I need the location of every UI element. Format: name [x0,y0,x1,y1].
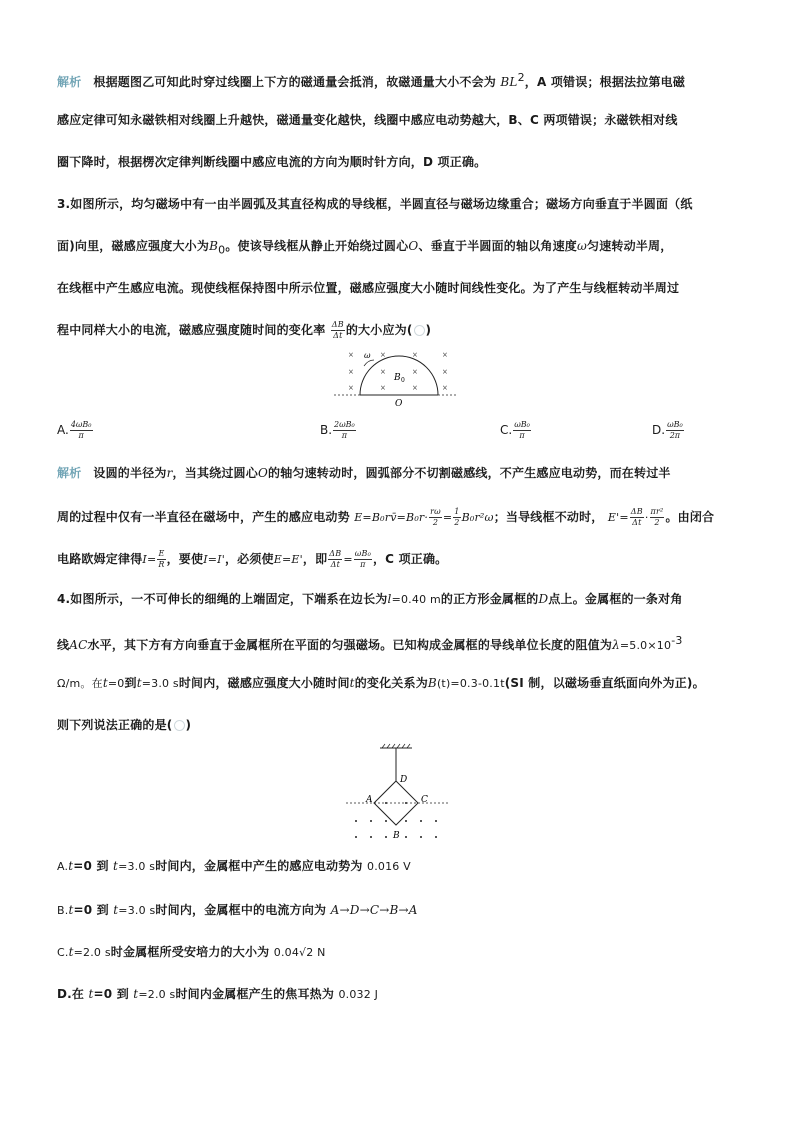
answer-blank-circle [414,325,425,336]
svg-text:×: × [380,351,386,359]
q3-semicircle-figure [330,346,460,408]
q3-option-c[interactable]: C. $\frac{\text{ωB₀}}{\pi}$ [500,420,530,440]
q4-stem-line-2: 线AC水平，其下方有方向垂直于金属框所在平面的匀强磁场。已知构成金属框的导线单位长度的阻值为$\lambda=5.0\times 10^{-3}$ [57,634,683,652]
prev-analysis-line-3: 圈下降时，根据楞次定律判断线圈中感应电流的方向为顺时针方向，D 项正确。 [57,155,487,169]
svg-text:×: × [442,351,448,359]
svg-text:×: × [380,384,386,392]
label-d: D [400,775,408,785]
magnetic-field-crosses [348,351,448,392]
label-b: B [393,831,400,841]
q3-option-d[interactable]: D. $\frac{\text{ωB₀}}{2\pi}$ [652,420,683,440]
q4-stem-line-3: Ω/m。在t=0到t=3.0 s时间内，磁感应强度大小随时间t的变化关系为B(t)=0.3-0.1t(SI 制，以磁场垂直纸面向外为正)。 [57,676,705,690]
prev-analysis-line-1: 解析 根据题图乙可知此时穿过线圈上下方的磁通量会抵消，故磁通量大小不会为 $BL^2$，A 项错误；根据法拉第电磁 [57,71,686,89]
q3-option-a[interactable]: A. $\frac{\text{4ωB₀}}{\pi}$ [57,420,92,440]
q4-stem-line-4: 则下列说法正确的是( ) [57,718,192,732]
delta-b-over-delta-t: $\frac{\Delta B}{\Delta t}$ [331,320,344,340]
svg-text:×: × [442,368,448,376]
prev-analysis-line-2: 感应定律可知永磁铁相对线圈上升越快，磁通量变化越快，线圈中感应电动势越大，B、C 两项错误；永磁铁相对线 [57,113,678,127]
q4-square-frame-figure [340,742,452,846]
omega-label: ω [364,351,371,360]
q4-option-c[interactable]: C.t=2.0 s时金属框所受安培力的大小为 0.04√2 N [57,945,326,959]
answer-blank-circle [174,720,185,731]
q3-stem-line-3: 在线框中产生感应电流。现使线框保持图中所示位置，磁感应强度大小随时间线性变化。为了产生与线框转动半周过 [57,281,680,295]
q3-stem-line-1: 3.如图所示，均匀磁场中有一由半圆弧及其直径构成的导线框，半圆直径与磁场边缘重合；磁场方向垂直于半圆面（纸 [57,197,693,211]
svg-text:×: × [442,384,448,392]
svg-text:×: × [380,368,386,376]
q3-analysis-line-2: 周的过程中仅有一半直径在磁场中，产生的感应电动势 E=B₀rv̄=B₀r· $\frac{r\omega}{2}$ = $\frac{1}{2}$ B₀r²ω；当导线框不动时， E'= $\frac{\Delta B}{\Delta t}$ · $\frac{\text{πr²}}{2}$ 。由闭合 [57,507,715,527]
q4-option-a[interactable]: A.t=0 到 t=3.0 s时间内，金属框中产生的感应电动势为 0.016 V [57,859,411,873]
svg-text:×: × [412,351,418,359]
svg-text:×: × [412,368,418,376]
q3-analysis-line-3: 电路欧姆定律得I= $\frac{E}{R}$ ，要使I=I'，必须使E=E'，即 $\frac{\Delta B}{\Delta t}$ = $\frac{\text{ωB₀}}{\pi}$ ，C 项正确。 [57,549,448,569]
svg-text:×: × [412,384,418,392]
q3-stem-line-4: 程中同样大小的电流，磁感应强度随时间的变化率 $\frac{\Delta B}{\Delta t}$ 的大小应为( ) [57,320,432,340]
svg-text:×: × [348,368,354,376]
q4-option-d[interactable]: D.在 t=0 到 t=2.0 s时间内金属框产生的焦耳热为 0.032 J [57,987,379,1001]
svg-text:0: 0 [401,377,405,384]
svg-text:×: × [348,384,354,392]
label-a: A [366,795,373,805]
svg-text:×: × [348,351,354,359]
q3-option-b[interactable]: B. $\frac{\text{2ωB₀}}{\pi}$ [320,420,355,440]
q4-stem-line-1: 4.如图所示，一不可伸长的细绳的上端固定，下端系在边长为l=0.40 m的正方形金属框的D点上。金属框的一条对角 [57,592,683,606]
analysis-tag: 解析 [57,75,82,89]
b0-label: B [394,373,401,383]
q4-option-b[interactable]: B.t=0 到 t=3.0 s时间内，金属框中的电流方向为 A→D→C→B→A [57,903,418,917]
q3-analysis-line-1: 解析 设圆的半径为r，当其绕过圆心O的轴匀速转动时，圆弧部分不切割磁感线，不产生感应电动势，而在转过半 [57,466,671,480]
origin-label: O [395,399,403,408]
label-c: C [421,795,428,805]
q3-stem-line-2: 面)向里，磁感应强度大小为$B_0$。使该导线框从静止开始绕过圆心O、垂直于半圆面的轴以角速度ω匀速转动半周， [57,239,673,257]
